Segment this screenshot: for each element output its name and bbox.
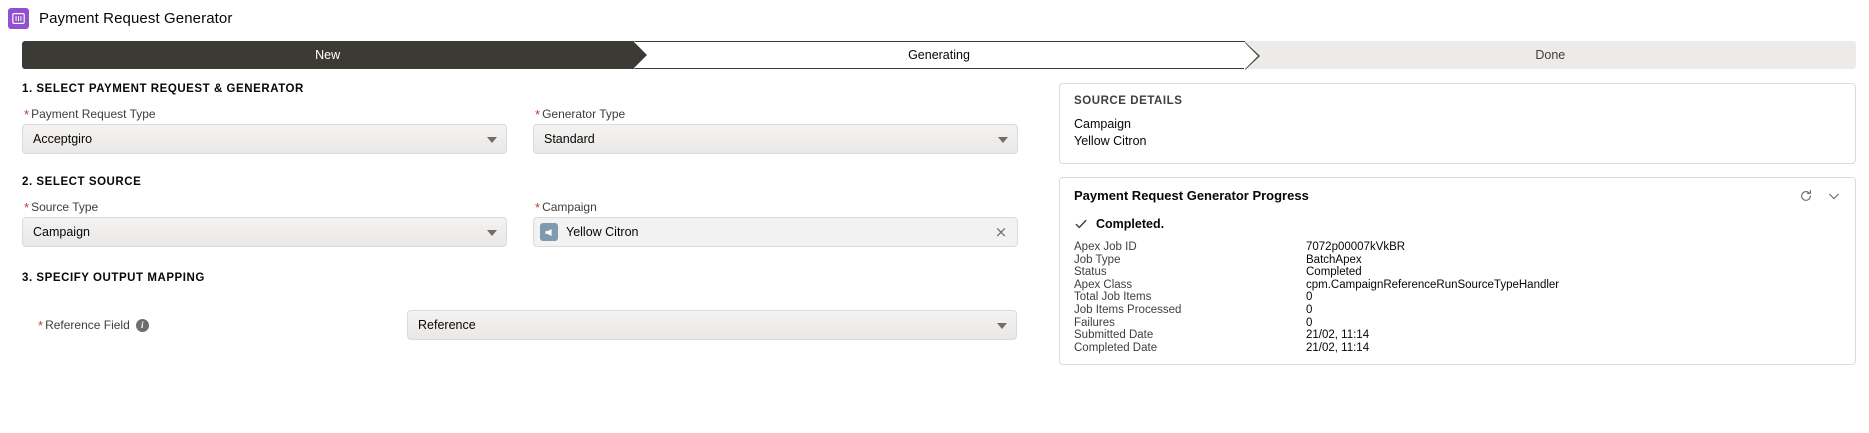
section-3-fields [22, 310, 1037, 340]
path-step-generating[interactable] [633, 41, 1244, 69]
campaign-lookup[interactable] [533, 217, 1018, 247]
path-chevron [1244, 42, 1258, 70]
section-1-fields [22, 107, 1037, 154]
required-asterisk: * [535, 106, 541, 122]
table-row [1074, 317, 1841, 330]
detail-value: cpm.CampaignReferenceRunSourceTypeHandler [1306, 278, 1560, 291]
detail-key: Job Type [1074, 253, 1121, 266]
table-row [1074, 279, 1841, 292]
section-1-title: 1. SELECT PAYMENT REQUEST & GENERATOR [22, 83, 304, 95]
detail-value: 0 [1306, 303, 1313, 316]
path-step-done[interactable] [1245, 41, 1856, 69]
section-2-fields [22, 200, 1037, 247]
progress-status-row [1074, 217, 1841, 231]
detail-key: Apex Job ID [1074, 241, 1137, 253]
detail-key: Apex Class [1074, 278, 1133, 291]
progress-path [22, 41, 1856, 69]
page-title: Payment Request Generator [39, 9, 233, 27]
progress-card-title: Payment Request Generator Progress [1074, 188, 1309, 203]
table-row [1074, 291, 1841, 304]
detail-value: 7072p00007kVkBR [1306, 241, 1406, 253]
detail-key: Total Job Items [1074, 291, 1152, 304]
progress-card-actions [1799, 189, 1841, 203]
section-2-title: 2. SELECT SOURCE [22, 176, 142, 188]
selected-value: Reference [418, 318, 476, 332]
source-details-name: Yellow Citron [1074, 134, 1147, 148]
page-header [0, 3, 1869, 33]
required-asterisk: * [535, 199, 541, 215]
page-body [0, 83, 1869, 365]
refresh-icon[interactable] [1799, 189, 1813, 203]
path-chevron [633, 41, 647, 69]
required-asterisk: * [38, 317, 44, 333]
progress-status-text: Completed. [1096, 217, 1165, 231]
source-details-type: Campaign [1074, 117, 1131, 131]
detail-value: 21/02, 11:14 [1306, 329, 1370, 342]
detail-value: 0 [1306, 291, 1313, 304]
field-generator-type [533, 107, 1018, 154]
detail-value: BatchApex [1306, 253, 1362, 266]
chevron-down-icon [998, 137, 1008, 143]
payment-request-type-select[interactable] [22, 124, 507, 154]
section-3-title: 3. SPECIFY OUTPUT MAPPING [22, 272, 205, 284]
chevron-down-icon[interactable] [1827, 189, 1841, 203]
chevron-down-icon [487, 137, 497, 143]
table-row [1074, 342, 1841, 355]
clear-campaign-icon[interactable]: × [994, 223, 1008, 241]
source-type-select[interactable] [22, 217, 507, 247]
detail-value: Completed [1306, 266, 1362, 279]
field-campaign [533, 200, 1018, 247]
table-row [1074, 254, 1841, 267]
chevron-down-icon [997, 323, 1007, 329]
path-step-new[interactable] [22, 41, 633, 69]
page-root [0, 3, 1869, 433]
field-payment-request-type [22, 107, 507, 154]
check-icon [1074, 217, 1088, 231]
progress-detail-table [1074, 241, 1841, 354]
detail-value: 0 [1306, 316, 1313, 329]
generator-type-label [535, 107, 1018, 121]
source-details-title: SOURCE DETAILS [1074, 95, 1183, 107]
label-text: Source Type [31, 200, 99, 214]
required-asterisk: * [24, 199, 30, 215]
detail-value: 21/02, 11:14 [1306, 341, 1370, 354]
payment-request-type-label [24, 107, 507, 121]
path-step-label: Done [1535, 48, 1566, 62]
reference-field-select[interactable] [407, 310, 1017, 340]
required-asterisk: * [24, 106, 30, 122]
reference-field-label [22, 318, 407, 332]
table-row [1074, 241, 1841, 254]
label-text: Generator Type [542, 107, 626, 121]
path-step-label: New [315, 48, 341, 62]
source-type-label [24, 200, 507, 214]
selected-value: Campaign [33, 225, 90, 239]
campaign-label [535, 200, 1018, 214]
label-text: Reference Field [45, 318, 130, 332]
detail-key: Status [1074, 266, 1107, 279]
table-row [1074, 304, 1841, 317]
source-details-card [1059, 83, 1856, 164]
label-text: Campaign [542, 200, 597, 214]
detail-key: Completed Date [1074, 341, 1158, 354]
path-step-label: Generating [908, 48, 970, 62]
app-tab-icon [8, 8, 29, 29]
detail-key: Submitted Date [1074, 329, 1154, 342]
progress-card-header [1074, 188, 1841, 203]
field-reference-value [407, 310, 1017, 340]
selected-value: Standard [544, 132, 595, 146]
details-column [1059, 83, 1856, 365]
chevron-down-icon [487, 230, 497, 236]
info-icon[interactable]: i [136, 319, 149, 332]
campaign-value: Yellow Citron [566, 225, 639, 239]
progress-card [1059, 177, 1856, 365]
detail-key: Failures [1074, 316, 1115, 329]
table-row [1074, 329, 1841, 342]
table-row [1074, 266, 1841, 279]
generator-type-select[interactable] [533, 124, 1018, 154]
form-column [22, 83, 1037, 365]
campaign-icon [540, 223, 558, 241]
selected-value: Acceptgiro [33, 132, 93, 146]
label-text: Payment Request Type [31, 107, 156, 121]
detail-key: Job Items Processed [1074, 303, 1182, 316]
field-source-type [22, 200, 507, 247]
